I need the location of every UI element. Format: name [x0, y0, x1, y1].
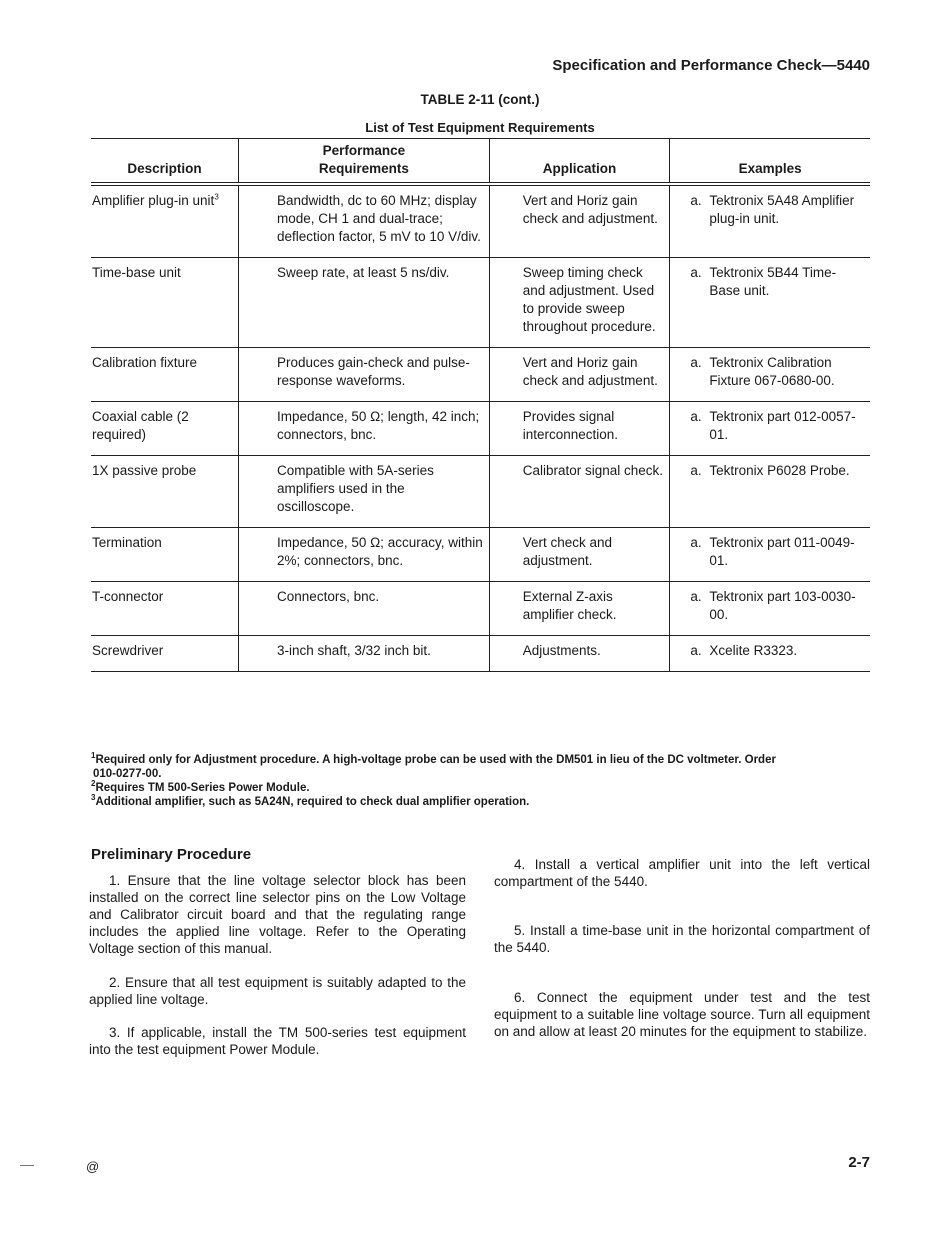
- example-text: Tektronix P6028 Probe.: [709, 463, 850, 478]
- cell-description: Coaxial cable (2 required): [92, 409, 189, 442]
- page-number: 2-7: [848, 1154, 870, 1171]
- cell-example: [670, 348, 870, 402]
- column-header-description: Description: [127, 161, 202, 176]
- procedure-step: 1. Ensure that the line voltage selector block has been installed on the correct line selector pins on the Low Voltage and Calibrator circuit board and that the regulating range includes the applied line voltage. Refer to the Operating Voltage section of this manual.: [89, 873, 466, 956]
- cell-example: [670, 528, 870, 582]
- column-header-performance: [239, 139, 490, 185]
- cell-application: External Z-axis amplifier check.: [489, 582, 670, 636]
- cell-performance: Impedance, 50 Ω; accuracy, within 2%; connectors, bnc.: [239, 528, 490, 582]
- example-label: a.: [690, 463, 702, 478]
- section-heading: Preliminary Procedure: [91, 846, 252, 863]
- running-header: Specification and Performance Check—5440: [552, 57, 870, 74]
- example-label: a.: [690, 589, 702, 604]
- cell-performance: Bandwidth, dc to 60 MHz; display mode, CH 1 and dual-trace; deflection factor, 5 mV to 10 V/div.: [239, 184, 490, 258]
- column-header-performance-line1: Performance: [322, 143, 406, 158]
- example-text: Tektronix part 103-0030-00.: [709, 589, 856, 622]
- footnote: $^3$Additional amplifier, such as 5A24N, required to check dual amplifier operation.: [91, 793, 530, 808]
- procedure-step: 5. Install a time-base unit in the horizontal compartment of the 5440.: [494, 923, 870, 955]
- cell-performance: 3-inch shaft, 3/32 inch bit.: [239, 636, 490, 672]
- column-header-application: Application: [489, 139, 670, 185]
- procedure-left-column: [89, 846, 466, 1058]
- footer-symbol: @: [86, 1159, 100, 1174]
- column-header-examples: Examples: [670, 139, 870, 185]
- column-header-performance-line2: Requirements: [318, 161, 409, 176]
- example-label: a.: [690, 265, 702, 280]
- footnote: $^2$Requires TM 500-Series Power Module.: [91, 779, 310, 794]
- cell-description: 1X passive probe: [92, 463, 197, 478]
- footnote-continuation: 010-0277-00.: [93, 768, 162, 780]
- footnote: $^1$Required only for Adjustment procedure. A high-voltage probe can be used with the DM501 in lieu of the DC voltmeter. Order: [91, 751, 776, 766]
- cell-example: [670, 258, 870, 348]
- cell-application: Vert check and adjustment.: [489, 528, 670, 582]
- cell-performance: Produces gain-check and pulse-response waveforms.: [239, 348, 490, 402]
- table-row: [91, 258, 870, 348]
- cell-performance: Compatible with 5A-series amplifiers used in the oscilloscope.: [239, 456, 490, 528]
- cell-description: Screwdriver: [92, 643, 164, 658]
- procedure-right-column: [494, 856, 870, 1040]
- example-text: Tektronix Calibration Fixture 067-0680-00.: [709, 355, 835, 388]
- example-text: Tektronix part 012-0057-01.: [709, 409, 856, 442]
- cell-description: Termination: [92, 535, 162, 550]
- table-row: [91, 582, 870, 636]
- cell-application: Adjustments.: [489, 636, 670, 672]
- footnote-mark: 2: [91, 779, 96, 789]
- cell-example: [670, 184, 870, 258]
- example-label: a.: [690, 409, 702, 424]
- cell-performance: Sweep rate, at least 5 ns/div.: [239, 258, 490, 348]
- example-label: a.: [690, 535, 702, 550]
- table-row: [91, 636, 870, 672]
- cell-performance: Impedance, 50 Ω; length, 42 inch; connectors, bnc.: [239, 402, 490, 456]
- table-row: [91, 456, 870, 528]
- cell-application: Vert and Horiz gain check and adjustment.: [489, 184, 670, 258]
- procedure-step: 4. Install a vertical amplifier unit into the left vertical compartment of the 5440.: [494, 857, 870, 889]
- table-row: [91, 184, 870, 258]
- table-row: [91, 402, 870, 456]
- example-label: a.: [690, 355, 702, 370]
- cell-application: Vert and Horiz gain check and adjustment.: [489, 348, 670, 402]
- cell-example: [670, 402, 870, 456]
- example-text: Tektronix part 011-0049-01.: [709, 535, 855, 568]
- cell-description: Amplifier plug-in unit$^3$: [92, 192, 219, 208]
- example-text: Xcelite R3323.: [709, 643, 798, 658]
- table-subtitle: List of Test Equipment Requirements: [365, 120, 595, 135]
- procedure-step: 6. Connect the equipment under test and the test equipment to a suitable line voltage source. Turn all equipment on and allow at least 20 minutes for the equipment to stabilize.: [494, 990, 870, 1039]
- footnote-mark: 3: [91, 793, 96, 803]
- test-equipment-table: [91, 138, 870, 672]
- cell-description: Time-base unit: [92, 265, 181, 280]
- cell-application: Sweep timing check and adjustment. Used to provide sweep throughout procedure.: [489, 258, 670, 348]
- cell-example: [670, 582, 870, 636]
- cell-performance: Connectors, bnc.: [239, 582, 490, 636]
- example-label: a.: [690, 643, 702, 658]
- cell-application: Calibrator signal check.: [489, 456, 670, 528]
- table-title: TABLE 2-11 (cont.): [420, 92, 540, 107]
- cell-application: Provides signal interconnection.: [489, 402, 670, 456]
- table-row: [91, 348, 870, 402]
- cell-example: [670, 456, 870, 528]
- example-text: Tektronix 5B44 Time-Base unit.: [709, 265, 837, 298]
- cell-example: [670, 636, 870, 672]
- example-text: Tektronix 5A48 Amplifier plug-in unit.: [709, 193, 855, 226]
- cell-description: Calibration fixture: [92, 355, 198, 370]
- footnote-mark: 1: [91, 751, 96, 761]
- table-row: [91, 528, 870, 582]
- table-header-row: [91, 139, 870, 185]
- footnote-ref: 3: [214, 192, 219, 202]
- procedure-step: 2. Ensure that all test equipment is suitably adapted to the applied line voltage.: [89, 975, 466, 1007]
- edge-mark: [20, 1165, 34, 1166]
- procedure-step: 3. If applicable, install the TM 500-series test equipment into the test equipment Power Module.: [89, 1025, 466, 1057]
- example-label: a.: [690, 193, 702, 208]
- footnotes: [91, 753, 871, 809]
- cell-description: T-connector: [92, 589, 164, 604]
